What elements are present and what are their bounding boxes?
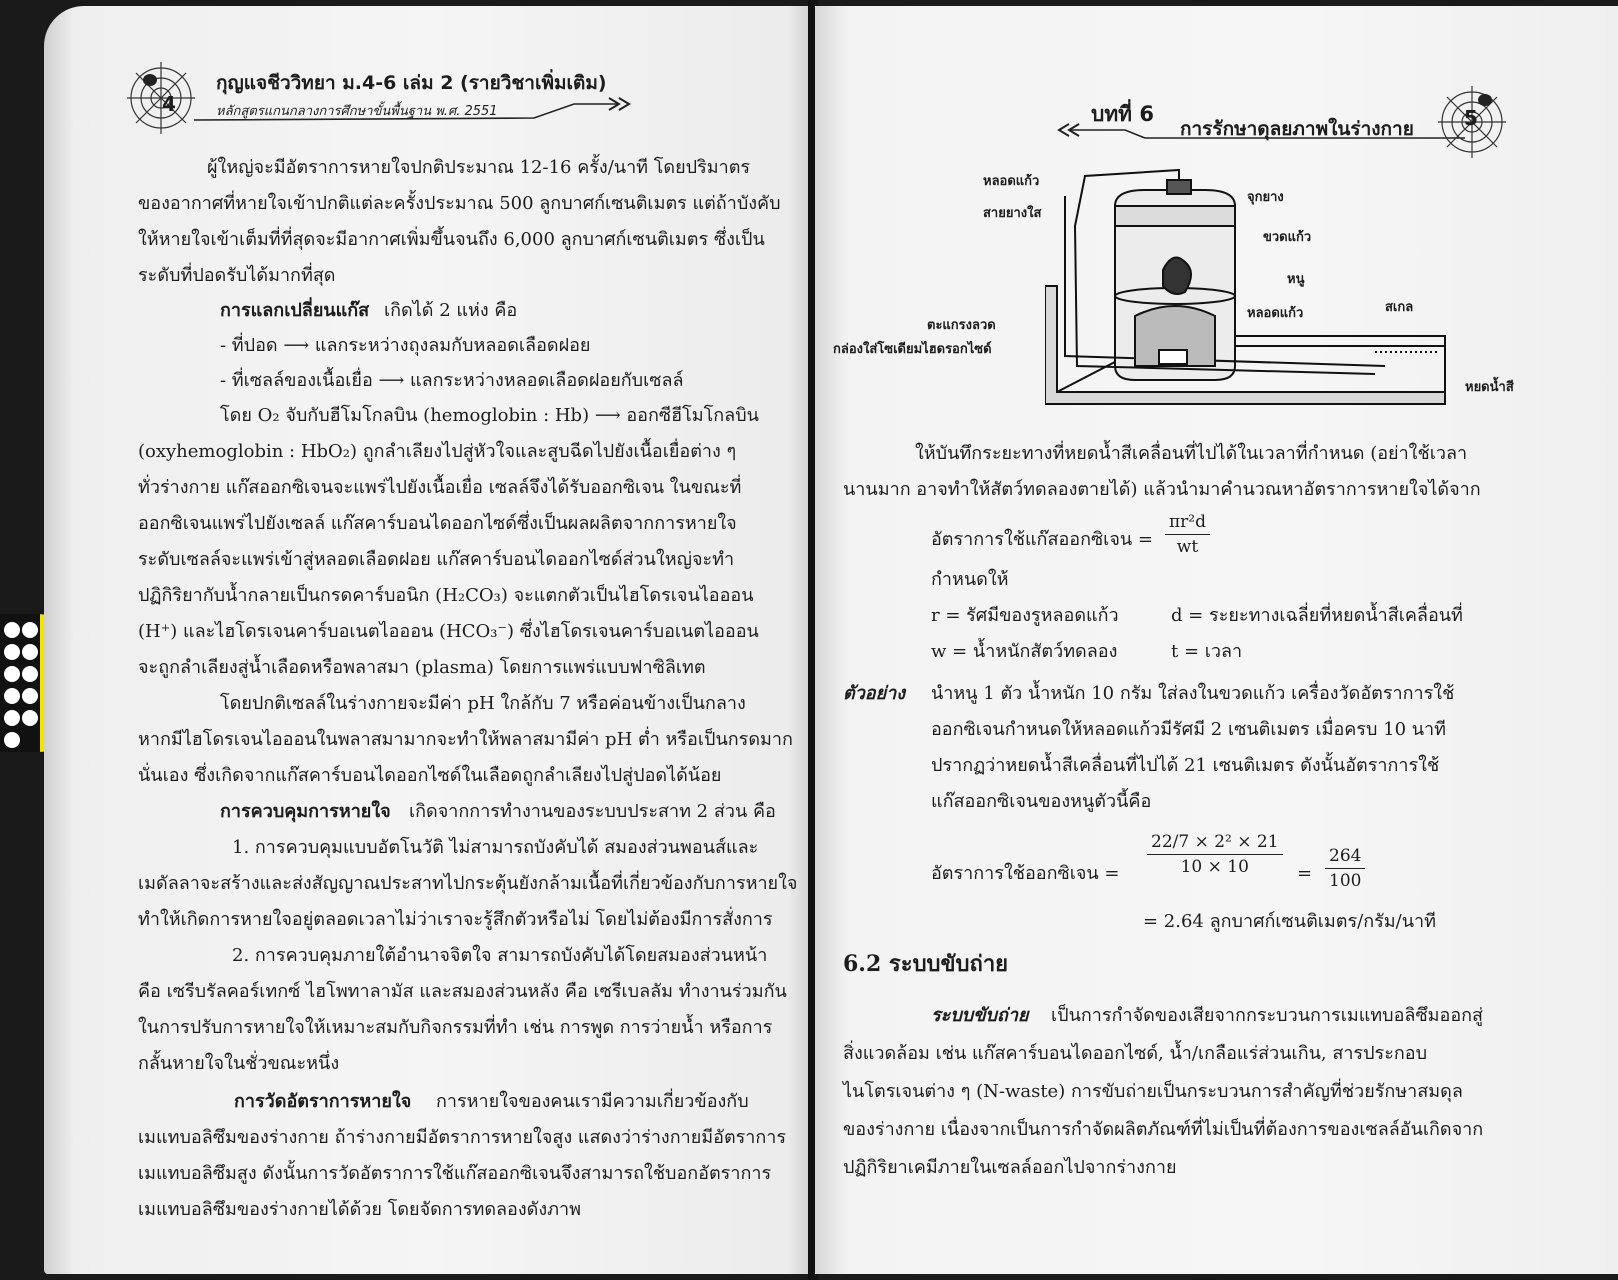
body-line: ระดับที่ปอดรับได้มากที่สุด	[138, 265, 336, 286]
section-line: ของร่างกาย เนื่องจากเป็นการกำจัดผลิตภัณฑ์ที่ไม่เป็นที่ต้องการของเซลล์อันเกิดจาก	[843, 1119, 1484, 1140]
body-line: ทำให้เกิดการหายใจอยู่ตลอดเวลาไม่ว่าเราจะรู้สึกตัวหรือไม่ โดยไม่ต้องมีการสั่งการ	[138, 909, 773, 930]
body-line: จะถูกลำเลียงสู่น้ำเลือดหรือพลาสมา (plasma) โดยการแพร่แบบฟาซิลิเทต	[138, 657, 706, 678]
body-line: โดย O₂ จับกับฮีโมโกลบิน (hemoglobin : Hb) ⟶ ออกซีฮีโมโกลบิน	[220, 405, 759, 426]
bookmark-dots	[0, 614, 40, 752]
body-line: เมแทบอลิซึมของร่างกายได้ด้วย โดยจัดการทดลองดังภาพ	[138, 1199, 581, 1220]
body-line: 1. การควบคุมแบบอัตโนวัติ ไม่สามารถบังคับได้ สมองส่วนพอนส์และ	[232, 837, 759, 858]
diagram-label: กล่องใส่โซเดียมไฮดรอกไซด์	[833, 342, 992, 357]
chapter-label: บทที่ 6	[1091, 102, 1154, 126]
body-line: ผู้ใหญ่จะมีอัตราการหายใจปกติประมาณ 12-16 ครั้ง/นาที โดยปริมาตร	[207, 157, 751, 178]
body-line: กลั้นหายใจในชั่วขณะหนึ่ง	[138, 1053, 340, 1074]
body-line: เมแทบอลิซึมของร่างกาย ถ้าร่างกายมีอัตราการหายใจสูง แสดงว่าร่างกายมีอัตราการ	[138, 1127, 787, 1148]
variable-r: r = รัศมีของรูหลอดแก้ว	[931, 605, 1119, 626]
body-line: เมแทบอลิซึมสูง ดังนั้นการวัดอัตราการใช้แก๊สออกซิเจนจึงสามารถใช้บอกอัตราการ	[138, 1163, 772, 1184]
calc-result-numerator: 264	[1325, 846, 1365, 869]
variable-t: t = เวลา	[1171, 641, 1243, 662]
page-number-right: 5	[1464, 106, 1478, 130]
body-line: - ที่ปอด ⟶ แลกระหว่างถุงลมกับหลอดเลือดฝอย	[220, 335, 591, 356]
header-arrow-icon	[194, 94, 634, 126]
body-line: เกิดได้ 2 แห่ง คือ	[384, 300, 518, 321]
diagram-label: ตะแกรงลวด	[927, 318, 996, 333]
body-line: (H⁺) และไฮโดรเจนคาร์บอเนตไอออน (HCO₃⁻) ซึ่งไฮโดรเจนคาร์บอเนตไอออน	[138, 621, 759, 642]
body-line: - ที่เซลล์ของเนื้อเยื่อ ⟶ แลกระหว่างหลอดเลือดฝอยกับเซลล์	[220, 370, 684, 391]
body-line: เกิดจากการทำงานของระบบประสาท 2 ส่วน คือ	[409, 801, 776, 822]
diagram-label: หนู	[1287, 272, 1305, 287]
example-label: ตัวอย่าง	[843, 683, 906, 704]
example-line: ปรากฏว่าหยดน้ำสีเคลื่อนที่ไปได้ 21 เซนติเมตร ดังนั้นอัตราการใช้	[931, 755, 1440, 776]
formula-fraction	[1165, 512, 1210, 557]
chapter-title: การรักษาดุลยภาพในร่างกาย	[1180, 118, 1414, 140]
body-line: ของอากาศที่หายใจเข้าปกติแต่ละครั้งประมาณ 500 ลูกบาศก์เซนติเมตร แต่ถ้าบังคับ	[138, 193, 781, 214]
calc-fraction	[1147, 832, 1283, 877]
section-heading: 6.2 ระบบขับถ่าย	[843, 951, 1009, 977]
diagram-label: สเกล	[1385, 300, 1414, 315]
calc-numerator: 22/7 × 2² × 21	[1147, 832, 1283, 855]
example-line: นำหนู 1 ตัว น้ำหนัก 10 กรัม ใส่ลงในขวดแก้ว เครื่องวัดอัตราการใช้	[931, 683, 1455, 704]
variable-d: d = ระยะทางเฉลี่ยที่หยดน้ำสีเคลื่อนที่	[1171, 605, 1463, 626]
section-line: ปฏิกิริยาเคมีภายในเซลล์ออกไปจากร่างกาย	[843, 1157, 1177, 1178]
book-title: กุญแจชีววิทยา ม.4-6 เล่ม 2 (รายวิชาเพิ่มเติม)	[216, 72, 607, 94]
heading-measure: การวัดอัตราการหายใจ	[234, 1091, 412, 1112]
book-subtitle: หลักสูตรแกนกลางการศึกษาขั้นพื้นฐาน พ.ศ. 2551	[216, 104, 498, 119]
calc-equals: =	[1297, 863, 1313, 884]
body-line: ระดับเซลล์จะแพร่เข้าสู่หลอดเลือดฝอย แก๊สคาร์บอนไดออกไซด์ส่วนใหญ่จะทำ	[138, 549, 735, 570]
variable-w: w = น้ำหนักสัตว์ทดลอง	[931, 641, 1118, 662]
body-line: หากมีไฮโดรเจนไอออนในพลาสมามากจะทำให้พลาสมามีค่า pH ต่ำ หรือเป็นกรดมาก	[138, 729, 793, 750]
body-line: ปฏิกิริยากับน้ำกลายเป็นกรดคาร์บอนิก (H₂CO₃) จะแตกตัวเป็นไฮโดรเจนไอออน	[138, 585, 754, 606]
body-line: ออกซิเจนแพร่ไปยังเซลล์ แก๊สคาร์บอนไดออกไซด์ซึ่งเป็นผลผลิตจากการหายใจ	[138, 513, 737, 534]
body-line: โดยปกติเซลล์ในร่างกายจะมีค่า pH ใกล้กับ 7 หรือค่อนข้างเป็นกลาง	[220, 693, 746, 714]
body-line: เมดัลลาจะสร้างและส่งสัญญาณประสาทไปกระตุ้นยังกล้ามเนื้อที่เกี่ยวข้องกับการหายใจ	[138, 873, 798, 894]
body-line: 2. การควบคุมภายใต้อำนาจจิตใจ สามารถบังคับได้โดยสมองส่วนหน้า	[232, 945, 768, 966]
body-line: การหายใจของคนเรามีความเกี่ยวข้องกับ	[436, 1091, 749, 1112]
left-page	[44, 6, 811, 1274]
body-line: ให้บันทึกระยะทางที่หยดน้ำสีเคลื่อนที่ไปได้ในเวลาที่กำหนด (อย่าใช้เวลา	[915, 443, 1468, 464]
spider-web-icon	[124, 58, 198, 138]
diagram-label: หยดน้ำสี	[1465, 380, 1514, 395]
calc-result-denominator: 100	[1329, 871, 1362, 891]
body-line: คือ เซรีบรัลคอร์เทกซ์ ไฮโพทาลามัส และสมองส่วนหลัง คือ เซรีเบลลัม ทำงานร่วมกัน	[138, 981, 787, 1002]
diagram-label: ขวดแก้ว	[1263, 230, 1312, 245]
page-number-left: 4	[162, 92, 176, 116]
calc-label: อัตราการใช้ออกซิเจน =	[931, 863, 1120, 884]
section-line: ไนโตรเจนต่าง ๆ (N-waste) การขับถ่ายเป็นกระบวนการสำคัญที่ช่วยรักษาสมดุล	[843, 1081, 1463, 1102]
heading-gas-exchange: การแลกเปลี่ยนแก๊ส	[220, 300, 370, 321]
formula-numerator: πr²d	[1165, 512, 1210, 535]
section-line: เป็นการกำจัดของเสียจากกระบวนการเมแทบอลิซึมออกสู่	[1051, 1005, 1484, 1026]
section-line: สิ่งแวดล้อม เช่น แก๊สคาร์บอนไดออกไซด์, น้ำ/เกลือแร่ส่วนเกิน, สารประกอบ	[843, 1043, 1427, 1064]
body-line: นั่นเอง ซึ่งเกิดจากแก๊สคาร์บอนไดออกไซด์ในเลือดถูกลำเลียงไปสู่ปอดได้น้อย	[138, 765, 722, 786]
calc-final: = 2.64 ลูกบาศก์เซนติเมตร/กรัม/นาที	[1143, 911, 1436, 932]
diagram-label: หลอดแก้ว	[1247, 306, 1304, 321]
body-line: นานมาก อาจทำให้สัตว์ทดลองตายได้) แล้วนำมาคำนวณหาอัตราการหายใจได้จาก	[843, 479, 1481, 500]
calc-result-fraction	[1325, 846, 1365, 891]
formula-label: อัตราการใช้แก๊สออกซิเจน =	[931, 529, 1153, 550]
formula-denominator: wt	[1176, 537, 1199, 557]
calc-denominator: 10 × 10	[1180, 857, 1249, 877]
right-page	[815, 6, 1618, 1274]
body-line: ในการปรับการหายใจให้เหมาะสมกับกิจกรรมที่ทำ เช่น การพูด การว่ายน้ำ หรือการ	[138, 1017, 773, 1038]
body-line: ทั่วร่างกาย แก๊สออกซิเจนจะแพร่ไปยังเนื้อเยื่อ เซลล์จึงได้รับออกซิเจน ในขณะที่	[138, 477, 742, 498]
diagram-label: สายยางใส	[983, 206, 1042, 221]
body-line: (oxyhemoglobin : HbO₂) ถูกลำเลียงไปสู่หัวใจและสูบฉีดไปยังเนื้อเยื่อต่าง ๆ	[138, 441, 737, 462]
section-lead: ระบบขับถ่าย	[931, 1005, 1029, 1026]
diagram-label: จุกยาง	[1247, 190, 1284, 205]
example-line: ออกซิเจนกำหนดให้หลอดแก้วมีรัศมี 2 เซนติเมตร เมื่อครบ 10 นาที	[931, 719, 1447, 740]
body-line: ให้หายใจเข้าเต็มที่ที่สุดจะมีอากาศเพิ่มขึ้นจนถึง 6,000 ลูกบาศก์เซนติเมตร ซึ่งเป็น	[138, 229, 765, 250]
given-label: กำหนดให้	[931, 569, 1009, 590]
diagram-label: หลอดแก้ว	[983, 174, 1040, 189]
example-line: แก๊สออกซิเจนของหนูตัวนี้คือ	[931, 791, 1152, 812]
heading-control: การควบคุมการหายใจ	[220, 801, 391, 822]
